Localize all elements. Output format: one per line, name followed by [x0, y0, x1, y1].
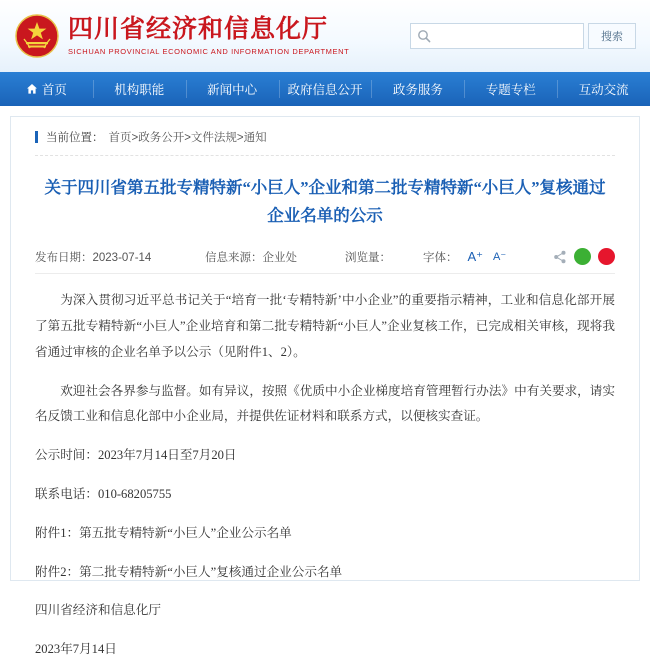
nav-item-topics-label: 专题专栏: [485, 83, 536, 97]
site-header: [0, 0, 650, 72]
site-title-cn: 四川省经济和信息化厅: [68, 15, 329, 43]
article-body: [35, 274, 615, 663]
nav-item-gov-service-label: 政务服务: [392, 83, 443, 97]
site-title-block: [68, 16, 349, 57]
site-title-en: SICHUAN PROVINCIAL ECONOMIC AND INFORMATION DEPARTMENT: [68, 47, 350, 57]
article-meta: [35, 242, 615, 274]
article-panel: [10, 116, 640, 657]
page-title: 关于四川省第五批专精特新“小巨人”企业和第二批专精特新“小巨人”复核通过企业名单的公示: [44, 178, 606, 226]
nav-item-interaction[interactable]: [557, 72, 650, 106]
views: [345, 249, 423, 265]
nav-item-home-label: 首页: [41, 83, 67, 97]
national-emblem-icon: [14, 13, 60, 59]
sign-date: 2023年7月14日: [35, 642, 117, 657]
publish-date-label: 发布日期：: [35, 251, 93, 264]
home-icon: [26, 83, 38, 95]
source-label: 信息来源：: [205, 251, 263, 264]
font-size-control: [423, 249, 506, 265]
signature: 四川省经济和信息化厅: [35, 603, 161, 618]
search-icon: [417, 29, 431, 43]
nav-item-news[interactable]: [186, 72, 279, 106]
font-decrease-button[interactable]: A⁻: [493, 251, 507, 264]
article-paragraph: 为深入贯彻习近平总书记关于“培育一批‘专精特新’中小企业”的重要指示精神，工业和信息化部开展了第五批专精特新“小巨人”企业培育和第二批专精特新“小巨人”企业复核工作，已完成相关审核，现将我省通过审核的企业名单予以公示（见附件1、2）。: [35, 293, 615, 359]
nav-item-gov-info[interactable]: [279, 72, 372, 106]
nav-item-home[interactable]: [0, 72, 93, 106]
article-paragraph: 欢迎社会各界参与监督。如有异议，按照《优质中小企业梯度培育管理暂行办法》中有关要求，请实名反馈工业和信息化部中小企业局，并提供佐证材料和联系方式，以便核实查证。: [35, 383, 615, 424]
content-wrap: [0, 106, 650, 657]
font-increase-button[interactable]: A⁺: [467, 248, 484, 264]
source-value: 企业处: [262, 251, 297, 264]
nav-item-functions[interactable]: [93, 72, 186, 106]
breadcrumb-path[interactable]: 首页>政务公开>文件法规>通知: [108, 132, 267, 144]
nav-item-functions-label: 机构职能: [114, 83, 165, 97]
breadcrumb: [35, 117, 615, 156]
publish-date: [35, 249, 205, 265]
attachment-link-1[interactable]: 附件1：第五批专精特新“小巨人”企业公示名单: [35, 525, 292, 540]
views-label: 浏览量：: [345, 251, 391, 264]
search-button[interactable]: 搜索: [588, 23, 636, 49]
main-nav: [0, 72, 650, 106]
notice-time: 公示时间：2023年7月14日至7月20日: [35, 448, 237, 463]
nav-item-news-label: 新闻中心: [207, 83, 258, 97]
share-group: [553, 248, 615, 265]
nav-item-gov-info-label: 政府信息公开: [287, 83, 363, 97]
publish-date-value: 2023-07-14: [92, 251, 152, 264]
nav-item-interaction-label: 互动交流: [578, 83, 629, 97]
contact-phone: 联系电话：010-68205755: [35, 486, 172, 501]
source: [205, 249, 345, 265]
search-area: [410, 23, 636, 49]
wechat-icon[interactable]: [574, 248, 591, 265]
weibo-icon[interactable]: [598, 248, 615, 265]
nav-item-gov-service[interactable]: [371, 72, 464, 106]
attachment-link-2[interactable]: 附件2：第二批专精特新“小巨人”复核通过企业公示名单: [35, 564, 343, 579]
share-icon[interactable]: [553, 250, 567, 264]
breadcrumb-marker-icon: [35, 131, 38, 143]
nav-item-topics[interactable]: [464, 72, 557, 106]
search-input[interactable]: [431, 24, 577, 48]
breadcrumb-label: 当前位置：: [46, 132, 104, 144]
font-size-label: 字体：: [423, 251, 458, 264]
search-input-wrap[interactable]: [410, 23, 584, 49]
